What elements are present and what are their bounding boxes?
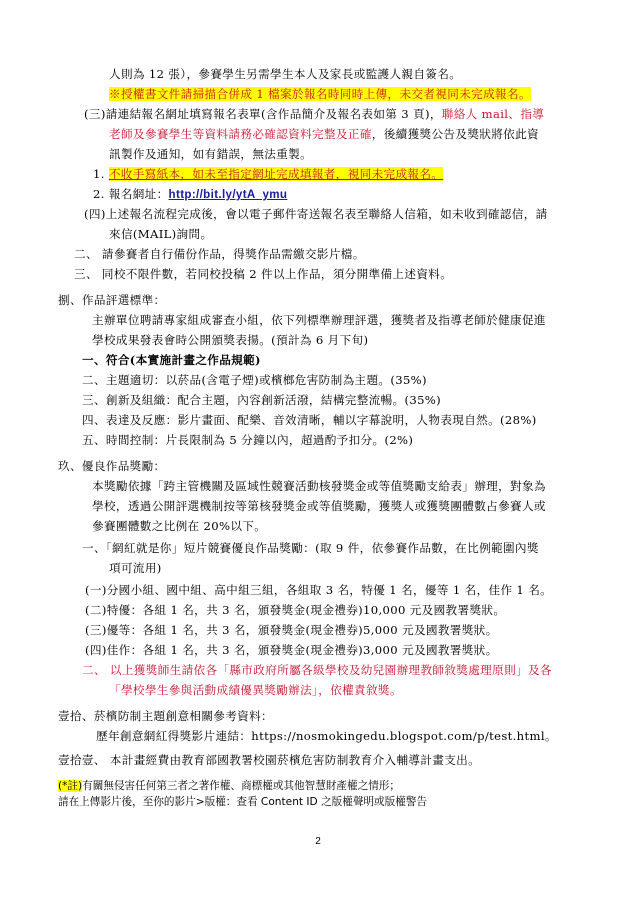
- copyright-note: (*註)有關無侵害任何第三者之著作權、商標權或其他智慧財產權之情形；: [58, 780, 400, 792]
- section-heading: 壹拾壹、 本計畫經費由教育部國教署校園菸檳危害防制教育介入輔導計畫支出。: [58, 753, 481, 767]
- award-item: (一)分國小組、國中組、高中組三組，各組取 3 名，特優 1 名，優等 1 名，佳作 1 名。: [85, 583, 553, 597]
- text-line: 人則為 12 張），參賽學生另需學生本人及家長或監護人親自簽名。: [109, 67, 462, 81]
- list-item: 2. 報名網址：http://bit.ly/ytA_ymu: [93, 187, 288, 201]
- section-heading: 玖、優良作品獎勵：: [58, 459, 166, 473]
- criteria-item: 四、表達及反應：影片畫面、配樂、音效清晰，輔以字幕說明，人物表現自然。(28%): [82, 413, 537, 427]
- section-heading: 壹拾、菸檳防制主題創意相關參考資料：: [58, 709, 273, 723]
- award-item: 一、「網紅就是你」短片競賽優良作品獎勵：(取 9 件，依參賽作品數，在比例範圍內獎: [82, 541, 539, 555]
- text-line: 項可流用): [109, 561, 162, 575]
- criteria-item: 二、主題適切：以菸品(含電子煙)或檳榔危害防制為主題。(35%): [82, 373, 427, 387]
- text-line: 老師及參賽學生等資料請務必確認資料完整及正確，後續獲獎公告及獎狀將依此資: [109, 127, 539, 141]
- reference-link-line: 歷年創意網紅得獎影片連結：https://nosmokingedu.blogspot.com/p/test.html。: [96, 729, 557, 743]
- award-item: (二)特優：各組 1 名，共 3 名，頒發獎金(現金禮券)10,000 元及國教署獎狀。: [85, 603, 506, 617]
- award-item: (四)佳作：各組 1 名，共 3 名，頒發獎金(現金禮券)3,000 元及國教署獎狀。: [85, 643, 498, 657]
- text-line: (四)上述報名流程完成後，會以電子郵件寄送報名表至聯絡人信箱，如未收到確認信，請: [84, 207, 548, 221]
- award-notice: 二、 以上獲獎師生請依各「縣市政府所屬各級學校及幼兒園辦理教師敘獎處理原則」及各: [82, 663, 552, 677]
- text-line: 學校，透過公開評選機制按等第核發獎金或等值獎勵，獲獎人或獲獎團體數占參賽人或: [92, 499, 546, 513]
- text-line: 三、 同校不限件數，若同校投稿 2 件以上作品，須分開準備上述資料。: [74, 267, 453, 281]
- page-number: 2: [315, 836, 321, 847]
- registration-link[interactable]: http://bit.ly/ytA_ymu: [168, 188, 288, 201]
- highlighted-notice: ※授權書文件請掃描合併成 1 檔案於報名時同時上傳，未交者視同未完成報名。: [109, 87, 531, 101]
- award-item: (三)優等：各組 1 名，共 3 名，頒發獎金(現金禮券)5,000 元及國教署獎狀。: [85, 623, 498, 637]
- criteria-item: 三、創新及組織：配合主題，內容創新活潑，結構完整流暢。(35%): [82, 393, 442, 407]
- section-heading: 捌、作品評選標準：: [58, 293, 166, 307]
- criteria-item: 五、時間控制：片長限制為 5 分鐘以內，超過酌予扣分。(2%): [82, 433, 414, 447]
- text-line: 二、 請參賽者自行備份作品，得獎作品需繳交影片檔。: [74, 247, 365, 261]
- text-line: 參賽團體數之比例在 20%以下。: [92, 519, 267, 533]
- text-line: 來信(MAIL)詢問。: [109, 227, 213, 241]
- text-line: 學校成果發表會時公開頒獎表揚。(預計為 6 月下旬): [92, 333, 369, 347]
- criteria-item: 一、符合(本實施計畫之作品規範): [82, 353, 261, 367]
- list-item: 1. 不收手寫紙本，如未至指定網址完成填報者，視同未完成報名。: [93, 167, 444, 181]
- text-line: (三)請連結報名網址填寫報名表單(含作品簡介及報名表如第 3 頁)，聯絡人 mail、指導: [84, 107, 545, 121]
- text-line: 訊製作及通知，如有錯誤，無法重製。: [109, 147, 313, 161]
- text-line: 主辦單位聘請專家組成審查小組，依下列標準辦理評選，獲獎者及指導老師於健康促進: [92, 313, 546, 327]
- text-line: 本獎勵依據「跨主管機關及區域性競賽活動核發獎金或等值獎勵支給表」辦理，對象為: [92, 479, 546, 493]
- copyright-note: 請在上傳影片後，至你的影片>版權：查看 Content ID 之版權聲明或版權警告: [58, 796, 428, 808]
- award-notice: 「學校學生參與活動成績優異獎勵辦法」，依權責敘獎。: [109, 683, 402, 697]
